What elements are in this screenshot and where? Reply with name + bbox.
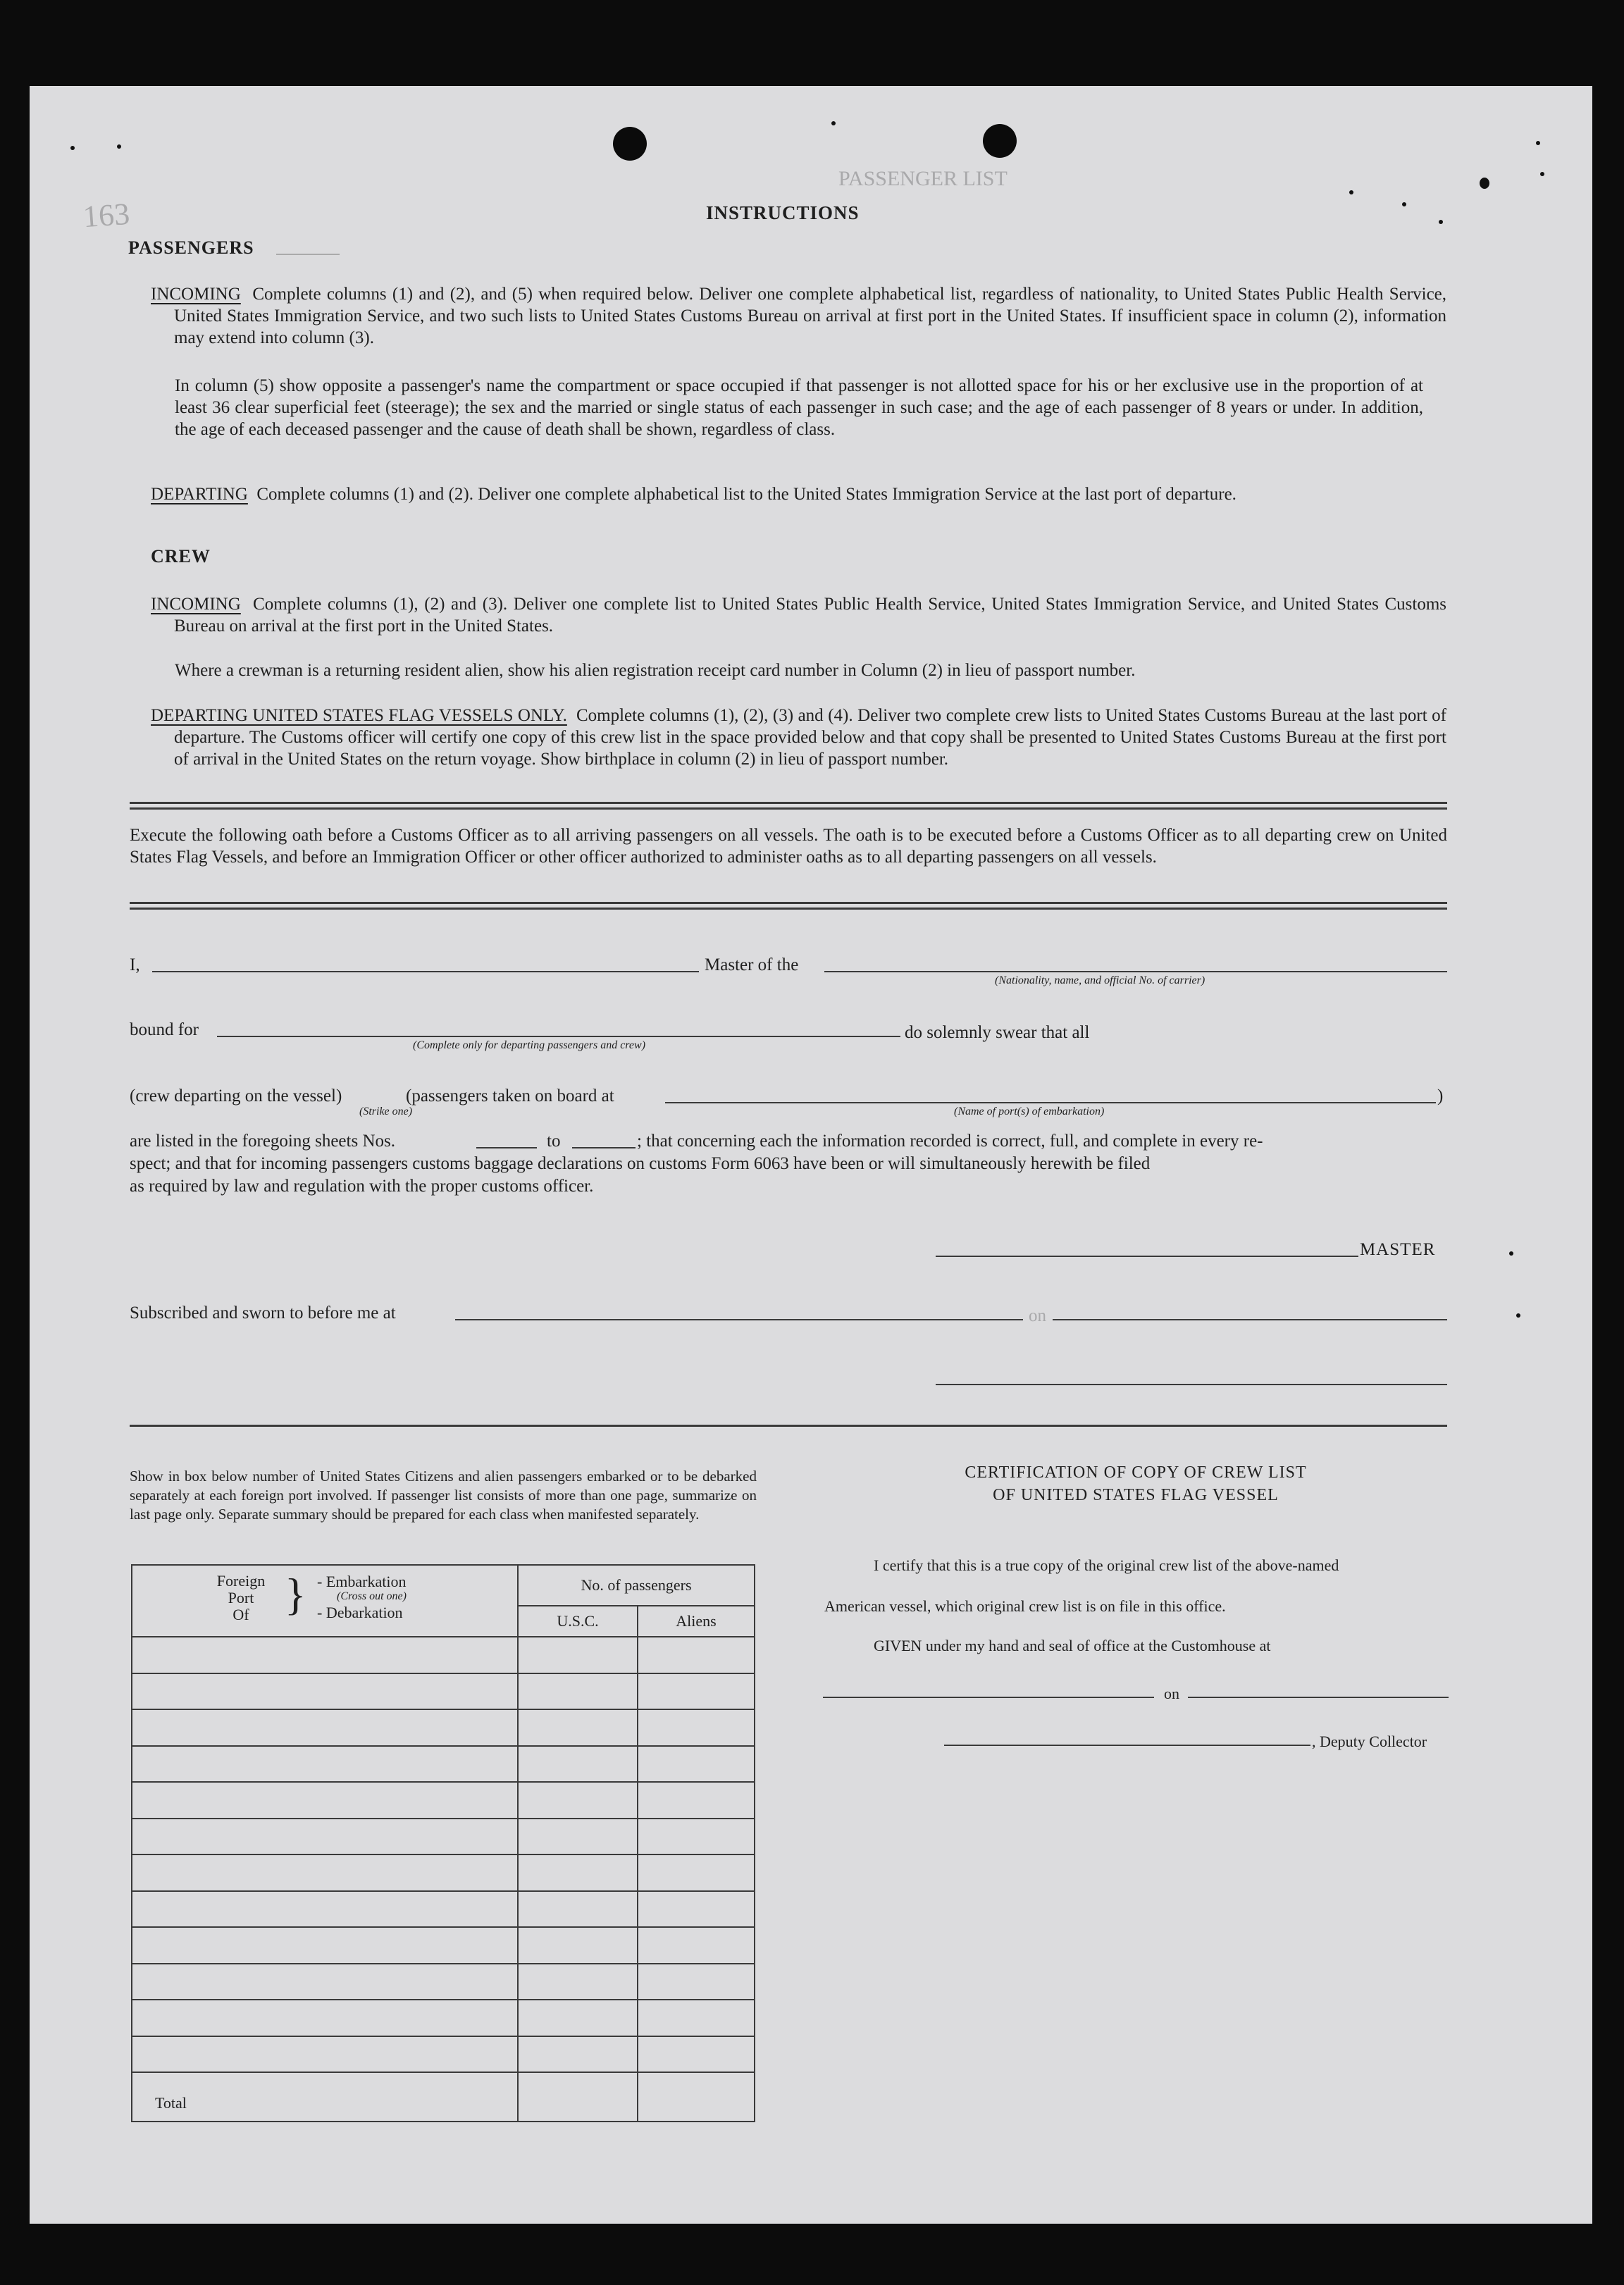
sworn-on-label: on xyxy=(1029,1306,1046,1325)
crew-incoming-paragraph xyxy=(151,593,1446,637)
cross-out-hint: (Cross out one) xyxy=(337,1590,407,1602)
speck xyxy=(70,146,75,150)
crew-departing-text: Complete columns (1), (2), (3) and (4). Deliver two complete crew lists to United States Customs Bureau at the last port of departure. The Customs officer will certify one copy of this crew list in the space provided below and that copy shall be presented to United States Customs Bureau at the first port of arrival in the United States on the return voyage. Show birthplace in column (2) in lieu of passport number. xyxy=(174,706,1447,769)
bound-for-hint: (Complete only for departing passengers and crew) xyxy=(413,1039,646,1051)
section-rule-bottom xyxy=(130,1425,1447,1427)
certification-line-1: I certify that this is a true copy of the original crew list of the above-named xyxy=(874,1556,1339,1574)
debarkation-label[interactable]: - Debarkation xyxy=(317,1604,403,1621)
table-row[interactable] xyxy=(132,2000,755,2036)
show-through-heading: PASSENGER LIST xyxy=(838,167,1008,190)
sworn-place-field[interactable] xyxy=(455,1319,1023,1320)
passengers-departing-paragraph xyxy=(151,483,1446,505)
table-row[interactable] xyxy=(132,1891,755,1928)
of-label: Of xyxy=(233,1606,249,1623)
customhouse-date-field[interactable] xyxy=(1188,1697,1449,1698)
speck xyxy=(1402,202,1406,206)
listed-rest-2: spect; and that for incoming passengers customs baggage declarations on customs Form 6063 have been or will simultaneously herewith be filed xyxy=(130,1154,1151,1173)
sheet-to-field[interactable] xyxy=(572,1147,636,1148)
carrier-hint: (Nationality, name, and official No. of carrier) xyxy=(995,974,1205,986)
deputy-signature-field[interactable] xyxy=(944,1745,1310,1746)
sworn-date-field[interactable] xyxy=(1053,1319,1447,1320)
aliens-header: Aliens xyxy=(638,1606,755,1637)
oath-i-label: I, xyxy=(130,955,140,974)
crew-heading: CREW xyxy=(151,546,211,566)
table-row[interactable] xyxy=(132,1637,755,1673)
speck xyxy=(117,144,121,149)
master-name-field[interactable] xyxy=(152,971,699,972)
listed-start: are listed in the foregoing sheets Nos. xyxy=(130,1132,395,1151)
certification-on-label: on xyxy=(1164,1685,1179,1702)
column5-text: In column (5) show opposite a passenger's name the compartment or space occupied if that passenger is not allotted space for his or her exclusive use in the proportion of at least 36 clear superficial feet (steerage); the sex and the married or single status of each passenger in such case; and the age of each passenger of 8 years or under. In addition, the age of each deceased passenger and the cause of death shall be shown, regardless of class. xyxy=(175,376,1423,439)
passengers-heading-rule xyxy=(276,254,340,255)
deputy-collector-label: , Deputy Collector xyxy=(1312,1733,1427,1750)
brace: } xyxy=(285,1569,306,1619)
speck xyxy=(1439,220,1443,224)
speck xyxy=(1349,190,1353,194)
usc-header: U.S.C. xyxy=(518,1606,638,1637)
no-of-passengers-header: No. of passengers xyxy=(518,1565,755,1606)
certification-title-2: OF UNITED STATES FLAG VESSEL xyxy=(993,1486,1279,1504)
certification-line-2: American vessel, which original crew list is on file in this office. xyxy=(824,1597,1226,1615)
bound-for-label: bound for xyxy=(130,1020,199,1039)
to-label: to xyxy=(547,1132,561,1151)
speck xyxy=(1509,1251,1513,1256)
total-label: Total xyxy=(155,2094,187,2112)
port-label: Port xyxy=(228,1589,254,1606)
passengers-heading: PASSENGERS xyxy=(128,237,254,258)
crew-departing-option[interactable]: (crew departing on the vessel) xyxy=(130,1086,342,1106)
table-row[interactable] xyxy=(132,1746,755,1783)
foreign-label: Foreign xyxy=(216,1572,266,1590)
crew-incoming-label: INCOMING xyxy=(151,595,241,614)
swear-label: do solemnly swear that all xyxy=(905,1023,1090,1042)
embarkation-ports-field[interactable] xyxy=(665,1102,1436,1103)
double-rule-top xyxy=(130,802,1447,810)
certification-title-1: CERTIFICATION OF COPY OF CREW LIST xyxy=(965,1463,1307,1482)
column5-paragraph xyxy=(175,375,1423,440)
crew-departing-label: DEPARTING UNITED STATES FLAG VESSELS ONLY. xyxy=(151,706,567,725)
listed-rest-1: ; that concerning each the information recorded is correct, full, and complete in every re- xyxy=(637,1132,1263,1151)
foreign-port-of xyxy=(199,1573,283,1623)
crew-incoming-text: Complete columns (1), (2) and (3). Deliver one complete list to United States Public Health Service, United States Immigration Service, and United States Customs Bureau on arrival at the first port in the United States. xyxy=(174,595,1447,636)
speck xyxy=(1480,178,1489,189)
speck xyxy=(1536,141,1540,145)
close-paren: ) xyxy=(1437,1086,1444,1106)
page-title: INSTRUCTIONS xyxy=(706,202,860,223)
table-row[interactable] xyxy=(132,1927,755,1964)
customhouse-place-field[interactable] xyxy=(823,1697,1154,1698)
passengers-incoming-text: Complete columns (1) and (2), and (5) when required below. Deliver one complete alphabetical list, regardless of nationality, to United States Public Health Service, United States Immigration Service, and two such lists to United States Customs Bureau on arrival at first port in the United States. If insufficient space in column (2), information may extend into column (3). xyxy=(174,285,1447,347)
officer-signature-field[interactable] xyxy=(936,1384,1447,1385)
bound-for-field[interactable] xyxy=(217,1036,900,1037)
resident-alien-text: Where a crewman is a returning resident alien, show his alien registration receipt card number in Column (2) in lieu of passport number. xyxy=(175,661,1136,680)
ports-hint: (Name of port(s) of embarkation) xyxy=(954,1106,1105,1117)
total-row[interactable] xyxy=(132,2072,755,2122)
master-signature-field[interactable] xyxy=(936,1256,1358,1257)
table-row[interactable] xyxy=(132,1782,755,1819)
passengers-incoming-paragraph xyxy=(151,283,1446,349)
passengers-taken-option[interactable]: (passengers taken on board at xyxy=(406,1086,614,1106)
punch-hole-left xyxy=(613,127,647,161)
table-row[interactable] xyxy=(132,1854,755,1891)
listed-rest-3: as required by law and regulation with the proper customs officer. xyxy=(130,1177,594,1196)
certification-line-3: GIVEN under my hand and seal of office at the Customhouse at xyxy=(874,1637,1271,1654)
passengers-departing-label: DEPARTING xyxy=(151,485,248,504)
master-label: MASTER xyxy=(1360,1240,1436,1259)
crew-departing-paragraph xyxy=(151,705,1446,770)
carrier-field[interactable] xyxy=(824,971,1447,972)
port-header-cell xyxy=(132,1565,518,1637)
strike-one-hint: (Strike one) xyxy=(359,1106,413,1117)
table-row[interactable] xyxy=(132,1819,755,1855)
punch-hole-right xyxy=(983,124,1017,158)
table-row[interactable] xyxy=(132,1673,755,1710)
subscribed-label: Subscribed and sworn to before me at xyxy=(130,1303,396,1323)
sheet-from-field[interactable] xyxy=(476,1147,537,1148)
oath-intro: Execute the following oath before a Customs Officer as to all arriving passengers on all vessels. The oath is to be executed before a Customs Officer as to all departing crew on United States Flag Vessels, and before an Immigration Officer or other officer authorized to administer oaths as to all departing passengers on all vessels. xyxy=(130,826,1447,867)
table-row[interactable] xyxy=(132,1709,755,1746)
speck xyxy=(1516,1313,1520,1318)
speck xyxy=(831,121,836,125)
show-through-number: 163 xyxy=(82,196,131,235)
table-row[interactable] xyxy=(132,2036,755,2073)
master-of-label: Master of the xyxy=(705,955,799,974)
speck xyxy=(1540,172,1544,176)
double-rule-oath xyxy=(130,902,1447,910)
embarkation-label[interactable]: - Embarkation xyxy=(317,1573,407,1590)
passenger-summary-table xyxy=(131,1564,755,2122)
table-row[interactable] xyxy=(132,1964,755,2000)
summary-instructions: Show in box below number of United States Citizens and alien passengers embarked or to be debarked separately at each foreign port involved. If passenger list consists of more than one page, summarize on last page only. Separate summary should be prepared for each class when manifested separately. xyxy=(130,1468,757,1523)
passengers-incoming-label: INCOMING xyxy=(151,285,241,304)
passengers-departing-text: Complete columns (1) and (2). Deliver one complete alphabetical list to the United States Immigration Service at the last port of departure. xyxy=(256,485,1236,504)
